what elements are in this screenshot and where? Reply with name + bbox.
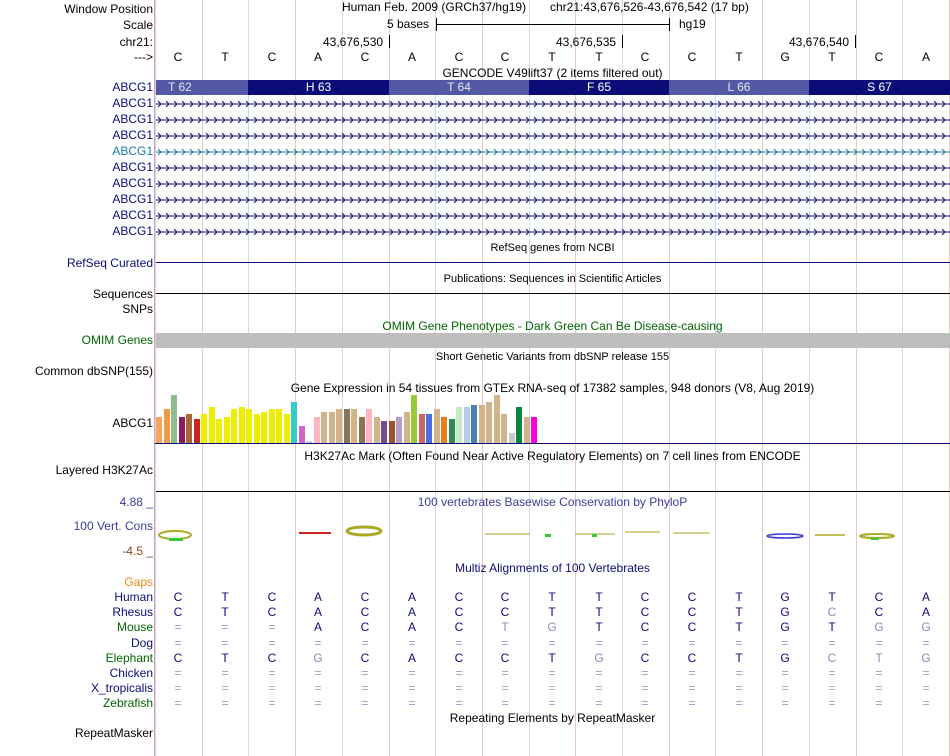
refseq-track-title: RefSeq genes from NCBI bbox=[490, 242, 615, 254]
phylop-label[interactable]: 100 Vert. Cons bbox=[73, 519, 153, 533]
gencode-item-label[interactable]: ABCG1 bbox=[112, 208, 153, 222]
alignment-base: = bbox=[361, 635, 369, 650]
alignment-base: T bbox=[735, 590, 743, 604]
alignment-base: G bbox=[547, 620, 557, 635]
alignment-base: A bbox=[407, 650, 416, 665]
gtex-tissue-bar[interactable] bbox=[449, 419, 455, 443]
gencode-transcript-line[interactable] bbox=[156, 178, 950, 190]
alignment-base: T bbox=[828, 590, 836, 604]
multiz-track-title: Multiz Alignments of 100 Vertebrates bbox=[455, 561, 650, 575]
phylop-min: -4.5 _ bbox=[122, 544, 153, 558]
alignment-base: = bbox=[735, 696, 743, 711]
alignment-base: = bbox=[595, 681, 603, 696]
gtex-tissue-bar[interactable] bbox=[201, 414, 207, 443]
scale-text: 5 bases bbox=[387, 17, 430, 31]
reference-base: C bbox=[454, 50, 464, 64]
species-label[interactable]: Dog bbox=[130, 635, 153, 650]
alignment-base: = bbox=[922, 635, 930, 650]
gtex-tissue-bar[interactable] bbox=[396, 417, 402, 443]
species-label[interactable]: Elephant bbox=[105, 650, 153, 665]
alignment-base: A bbox=[407, 620, 416, 635]
gtex-label[interactable]: ABCG1 bbox=[112, 416, 153, 430]
gtex-tissue-bar[interactable] bbox=[216, 419, 222, 443]
alignment-base: = bbox=[548, 681, 556, 696]
gtex-tissue-bar[interactable] bbox=[224, 417, 230, 443]
dbsnp-label[interactable]: Common dbSNP(155) bbox=[34, 364, 153, 378]
logo-glyph bbox=[545, 534, 551, 537]
gtex-tissue-bar[interactable] bbox=[344, 409, 350, 443]
coord-tick-label: 43,676,530 bbox=[323, 35, 384, 49]
phylop-max: 4.88 _ bbox=[119, 495, 153, 509]
gtex-tissue-bar[interactable] bbox=[231, 409, 237, 443]
gencode-transcript-line[interactable] bbox=[156, 114, 950, 126]
gtex-tissue-bar[interactable] bbox=[164, 409, 170, 443]
h3k27ac-track-title: H3K27Ac Mark (Often Found Near Active Regulatory Elements) on 7 cell lines from ENCODE bbox=[304, 449, 801, 463]
gencode-item-label[interactable]: ABCG1 bbox=[112, 144, 153, 158]
codon-block[interactable] bbox=[248, 80, 389, 95]
alignment-base: = bbox=[174, 681, 182, 696]
alignment-base: C bbox=[454, 620, 464, 635]
logo-glyph bbox=[159, 531, 191, 539]
alignment-base: = bbox=[875, 681, 883, 696]
alignment-base: T bbox=[735, 620, 743, 635]
gtex-tissue-bar[interactable] bbox=[411, 395, 417, 443]
omim-track-title: OMIM Gene Phenotypes - Dark Green Can Be Disease-causing bbox=[382, 319, 723, 333]
gtex-track-title: Gene Expression in 54 tissues from GTEx RNA-seq of 17382 samples, 948 donors (V8, Aug 2019) bbox=[290, 381, 815, 395]
gencode-item-label[interactable]: ABCG1 bbox=[112, 112, 153, 126]
gencode-item-label[interactable]: ABCG1 bbox=[112, 176, 153, 190]
alignment-base: = bbox=[314, 666, 322, 680]
alignment-base: = bbox=[875, 635, 883, 650]
coord-tick-label: 43,676,535 bbox=[556, 35, 617, 49]
codon-block[interactable] bbox=[529, 80, 669, 95]
alignment-base: A bbox=[313, 605, 322, 620]
alignment-base: C bbox=[687, 620, 697, 635]
alignment-base: = bbox=[828, 666, 836, 680]
alignment-base: = bbox=[408, 635, 416, 650]
gtex-tissue-bar[interactable] bbox=[171, 395, 177, 443]
alignment-base: G bbox=[780, 590, 790, 604]
alignment-base: C bbox=[267, 590, 277, 604]
alignment-base: C bbox=[827, 605, 837, 620]
phylop-logo[interactable] bbox=[155, 520, 950, 550]
gtex-tissue-bar[interactable] bbox=[509, 433, 515, 443]
gtex-tissue-bar[interactable] bbox=[441, 417, 447, 443]
reference-base: C bbox=[874, 50, 884, 64]
alignment-base: = bbox=[781, 666, 789, 680]
alignment-base: C bbox=[454, 605, 464, 620]
omim-label[interactable]: OMIM Genes bbox=[81, 333, 153, 347]
alignment-base: = bbox=[548, 696, 556, 711]
alignment-base: C bbox=[500, 590, 510, 604]
gencode-item-label[interactable]: ABCG1 bbox=[112, 96, 153, 110]
alignment-base: G bbox=[780, 605, 790, 620]
alignment-base: T bbox=[595, 590, 603, 604]
gtex-tissue-bar[interactable] bbox=[366, 409, 372, 443]
alignment-base: = bbox=[922, 681, 930, 696]
reference-base: A bbox=[407, 50, 416, 64]
alignment-base: = bbox=[641, 666, 649, 680]
alignment-base: = bbox=[408, 666, 416, 680]
alignment-base: C bbox=[454, 590, 464, 604]
alignment-base: = bbox=[735, 681, 743, 696]
alignment-base: = bbox=[828, 681, 836, 696]
alignment-base: = bbox=[548, 635, 556, 650]
alignment-base: = bbox=[221, 696, 229, 711]
alignment-base: T bbox=[595, 605, 603, 620]
omim-gene-bar[interactable] bbox=[156, 333, 950, 348]
alignment-base: = bbox=[641, 681, 649, 696]
alignment-base: C bbox=[874, 590, 884, 604]
reference-base: G bbox=[780, 50, 790, 64]
alignment-base: C bbox=[687, 590, 697, 604]
reference-base: C bbox=[173, 50, 183, 64]
alignment-base: = bbox=[361, 696, 369, 711]
alignment-base: = bbox=[781, 696, 789, 711]
alignment-base: = bbox=[174, 635, 182, 650]
alignment-base: G bbox=[594, 650, 604, 665]
gtex-tissue-bar[interactable] bbox=[284, 414, 290, 443]
alignment-base: = bbox=[174, 666, 182, 680]
alignment-base: A bbox=[921, 590, 930, 604]
reference-base: C bbox=[687, 50, 697, 64]
alignment-base: C bbox=[500, 605, 510, 620]
alignment-base: C bbox=[454, 650, 464, 665]
alignment-base: = bbox=[268, 696, 276, 711]
alignment-base: = bbox=[361, 666, 369, 680]
coord-tick bbox=[389, 35, 390, 48]
alignment-base: A bbox=[313, 620, 322, 635]
codon-label: T 62 bbox=[168, 80, 192, 94]
reference-base: T bbox=[548, 50, 556, 64]
gtex-tissue-bar[interactable] bbox=[456, 407, 462, 443]
reference-base: T bbox=[221, 50, 229, 64]
alignment-base: G bbox=[921, 650, 931, 665]
alignment-base: C bbox=[827, 650, 837, 665]
codon-block[interactable] bbox=[669, 80, 809, 95]
reference-base: T bbox=[735, 50, 743, 64]
scale-label: Scale bbox=[122, 18, 153, 32]
alignment-base: = bbox=[781, 681, 789, 696]
gtex-tissue-bar[interactable] bbox=[419, 414, 425, 443]
alignment-base: = bbox=[314, 635, 322, 650]
gtex-tissue-bar[interactable] bbox=[329, 412, 335, 443]
alignment-base: = bbox=[548, 666, 556, 680]
reference-base: T bbox=[595, 50, 603, 64]
gtex-tissue-bar[interactable] bbox=[471, 405, 477, 443]
gtex-tissue-bar[interactable] bbox=[501, 414, 507, 443]
phylop-track-title: 100 vertebrates Basewise Conservation by PhyloP bbox=[417, 495, 688, 509]
alignment-base: = bbox=[268, 635, 276, 650]
gencode-transcript-line[interactable] bbox=[156, 146, 950, 158]
gtex-tissue-bar[interactable] bbox=[291, 402, 297, 443]
gtex-tissue-bar[interactable] bbox=[269, 409, 275, 443]
alignment-base: G bbox=[780, 620, 790, 635]
snps-label[interactable]: SNPs bbox=[122, 302, 153, 316]
alignment-base: = bbox=[221, 681, 229, 696]
gtex-tissue-bar[interactable] bbox=[516, 407, 522, 443]
gtex-tissue-bar[interactable] bbox=[464, 407, 470, 443]
alignment-base: = bbox=[735, 635, 743, 650]
gtex-tissue-bar[interactable] bbox=[239, 407, 245, 443]
codon-label: L 66 bbox=[727, 80, 751, 94]
alignment-base: C bbox=[173, 650, 183, 665]
codon-label: S 67 bbox=[867, 80, 892, 94]
gaps-label[interactable]: Gaps bbox=[124, 575, 153, 589]
alignment-base: T bbox=[875, 650, 883, 665]
alignment-base: T bbox=[221, 650, 229, 665]
alignment-base: C bbox=[360, 620, 370, 635]
alignment-base: T bbox=[548, 650, 556, 665]
alignment-base: = bbox=[875, 666, 883, 680]
alignment-base: C bbox=[640, 590, 650, 604]
gtex-tissue-bar[interactable] bbox=[209, 407, 215, 443]
alignment-base: = bbox=[314, 681, 322, 696]
codon-block[interactable] bbox=[156, 80, 248, 95]
assembly-title: Human Feb. 2009 (GRCh37/hg19) bbox=[342, 0, 527, 14]
alignment-base: = bbox=[828, 696, 836, 711]
alignment-base: = bbox=[314, 696, 322, 711]
gtex-tissue-bar[interactable] bbox=[531, 417, 537, 443]
alignment-base: = bbox=[174, 696, 182, 711]
alignment-base: C bbox=[500, 650, 510, 665]
reference-base: C bbox=[640, 50, 650, 64]
gtex-tissue-bar[interactable] bbox=[276, 409, 282, 443]
alignment-base: = bbox=[688, 635, 696, 650]
gencode-item-label[interactable]: ABCG1 bbox=[112, 224, 153, 238]
species-label[interactable]: Chicken bbox=[109, 666, 153, 680]
gencode-item-label[interactable]: ABCG1 bbox=[112, 128, 153, 142]
alignment-base: = bbox=[221, 635, 229, 650]
codon-block[interactable] bbox=[389, 80, 529, 95]
gencode-transcript-line[interactable] bbox=[156, 130, 950, 142]
alignment-base: C bbox=[360, 650, 370, 665]
alignment-base: = bbox=[735, 666, 743, 680]
gencode-transcript-line[interactable] bbox=[156, 210, 950, 222]
reference-base: T bbox=[828, 50, 836, 64]
gtex-tissue-bar[interactable] bbox=[186, 414, 192, 443]
alignment-base: = bbox=[688, 696, 696, 711]
alignment-base: C bbox=[874, 605, 884, 620]
gencode-item-label[interactable]: ABCG1 bbox=[112, 192, 153, 206]
gtex-tissue-bar[interactable] bbox=[336, 409, 342, 443]
gencode-transcript-line[interactable] bbox=[156, 98, 950, 110]
alignment-base: C bbox=[360, 605, 370, 620]
alignment-base: A bbox=[921, 605, 930, 620]
gtex-tissue-bar[interactable] bbox=[351, 409, 357, 443]
gtex-tissue-bar[interactable] bbox=[246, 409, 252, 443]
gtex-tissue-bar[interactable] bbox=[261, 412, 267, 443]
refseq-gene-line[interactable] bbox=[156, 262, 950, 263]
alignment-base: = bbox=[922, 666, 930, 680]
alignment-base: C bbox=[173, 605, 183, 620]
logo-glyph bbox=[871, 538, 879, 540]
species-label[interactable]: Rhesus bbox=[112, 605, 153, 620]
species-label[interactable]: Mouse bbox=[116, 620, 153, 635]
alignment-base: = bbox=[875, 696, 883, 711]
alignment-base: = bbox=[455, 681, 463, 696]
alignment-base: A bbox=[313, 590, 322, 604]
alignment-base: = bbox=[501, 666, 509, 680]
logo-glyph bbox=[169, 538, 183, 541]
alignment-base: T bbox=[548, 605, 556, 620]
alignment-base: C bbox=[267, 650, 277, 665]
alignment-base: = bbox=[501, 696, 509, 711]
alignment-base: = bbox=[455, 666, 463, 680]
db-label: hg19 bbox=[679, 17, 706, 31]
gtex-tissue-bar[interactable] bbox=[389, 421, 395, 443]
alignment-base: C bbox=[173, 590, 183, 604]
alignment-base: T bbox=[595, 620, 603, 635]
gencode-track-title: GENCODE V49lift37 (2 items filtered out) bbox=[442, 66, 663, 80]
label-separator bbox=[154, 0, 155, 756]
alignment-base: T bbox=[735, 605, 743, 620]
reference-base: C bbox=[360, 50, 370, 64]
h3k27ac-baseline bbox=[156, 491, 950, 492]
repeatmasker-label[interactable]: RepeatMasker bbox=[74, 726, 153, 740]
alignment-base: = bbox=[688, 681, 696, 696]
alignment-base: = bbox=[595, 696, 603, 711]
gtex-tissue-bar[interactable] bbox=[381, 421, 387, 443]
reference-base: C bbox=[267, 50, 277, 64]
coord-tick bbox=[855, 35, 856, 48]
alignment-base: = bbox=[174, 620, 182, 635]
repeat-track-title: Repeating Elements by RepeatMasker bbox=[449, 711, 656, 725]
gencode-transcript-line[interactable] bbox=[156, 226, 950, 238]
alignment-base: G bbox=[921, 620, 931, 635]
alignment-base: C bbox=[687, 605, 697, 620]
alignment-base: T bbox=[501, 620, 509, 635]
position-readout: chr21:43,676,526-43,676,542 (17 bp) bbox=[550, 0, 749, 14]
species-label[interactable]: Human bbox=[114, 590, 153, 604]
alignment-base: = bbox=[828, 635, 836, 650]
alignment-base: = bbox=[688, 666, 696, 680]
gtex-tissue-bar[interactable] bbox=[321, 412, 327, 443]
gtex-tissue-bar[interactable] bbox=[314, 417, 320, 443]
alignment-base: = bbox=[781, 635, 789, 650]
reference-base: C bbox=[500, 50, 510, 64]
alignment-base: C bbox=[687, 650, 697, 665]
species-label[interactable]: Zebrafish bbox=[102, 696, 153, 711]
alignment-base: C bbox=[640, 620, 650, 635]
alignment-base: = bbox=[455, 635, 463, 650]
gtex-tissue-bar[interactable] bbox=[404, 412, 410, 443]
gtex-tissue-bar[interactable] bbox=[359, 417, 365, 443]
alignment-base: = bbox=[595, 635, 603, 650]
alignment-base: = bbox=[268, 620, 276, 635]
gtex-tissue-bar[interactable] bbox=[299, 426, 305, 443]
window-position-label: Window Position bbox=[64, 2, 153, 16]
alignment-base: A bbox=[407, 590, 416, 604]
species-label[interactable]: X_tropicalis bbox=[90, 681, 153, 696]
coord-tick-label: 43,676,540 bbox=[789, 35, 850, 49]
alignment-base: T bbox=[735, 650, 743, 665]
alignment-base: = bbox=[361, 681, 369, 696]
logo-glyph bbox=[860, 534, 894, 538]
gtex-tissue-bar[interactable] bbox=[156, 417, 162, 443]
alignment-base: T bbox=[221, 605, 229, 620]
gtex-tissue-bar[interactable] bbox=[524, 417, 530, 443]
sequences-line[interactable] bbox=[156, 293, 950, 294]
alignment-base: T bbox=[828, 620, 836, 635]
alignment-base: = bbox=[221, 620, 229, 635]
alignment-base: = bbox=[501, 635, 509, 650]
codon-block[interactable] bbox=[809, 80, 950, 95]
alignment-base: = bbox=[268, 681, 276, 696]
scale-bar bbox=[436, 24, 670, 25]
codon-label: H 63 bbox=[305, 80, 332, 94]
alignment-base: = bbox=[641, 635, 649, 650]
alignment-base: = bbox=[641, 696, 649, 711]
logo-glyph bbox=[347, 527, 381, 535]
logo-glyph bbox=[767, 534, 803, 538]
gtex-tissue-bar[interactable] bbox=[479, 405, 485, 443]
alignment-base: = bbox=[268, 666, 276, 680]
alignment-base: = bbox=[408, 681, 416, 696]
gtex-baseline bbox=[155, 443, 950, 444]
h3k27ac-label[interactable]: Layered H3K27Ac bbox=[55, 463, 153, 477]
reference-base: A bbox=[921, 50, 930, 64]
gtex-tissue-bar[interactable] bbox=[194, 419, 200, 443]
gencode-item-label[interactable]: ABCG1 bbox=[112, 160, 153, 174]
alignment-base: G bbox=[313, 650, 323, 665]
gencode-item-label[interactable]: ABCG1 bbox=[112, 80, 153, 94]
alignment-base: = bbox=[501, 681, 509, 696]
alignment-base: C bbox=[360, 590, 370, 604]
chrom-label: chr21: bbox=[119, 35, 153, 49]
alignment-base: = bbox=[221, 666, 229, 680]
dbsnp-track-title: Short Genetic Variants from dbSNP release 155 bbox=[435, 351, 670, 363]
scale-bar-right-tick bbox=[669, 18, 670, 31]
alignment-base: C bbox=[640, 605, 650, 620]
codon-label: F 65 bbox=[586, 80, 611, 94]
alignment-base: = bbox=[595, 666, 603, 680]
alignment-base: = bbox=[408, 696, 416, 711]
alignment-base: A bbox=[407, 605, 416, 620]
strand-arrow-label: ---> bbox=[134, 50, 153, 64]
alignment-base: G bbox=[874, 620, 884, 635]
alignment-base: C bbox=[267, 605, 277, 620]
gtex-tissue-bar[interactable] bbox=[434, 409, 440, 443]
alignment-base: = bbox=[922, 696, 930, 711]
codon-label: T 64 bbox=[447, 80, 471, 94]
gtex-tissue-bar[interactable] bbox=[426, 414, 432, 443]
gtex-tissue-bar[interactable] bbox=[486, 402, 492, 443]
coord-tick bbox=[622, 35, 623, 48]
alignment-base: = bbox=[455, 696, 463, 711]
alignment-base: G bbox=[780, 650, 790, 665]
gencode-transcript-line[interactable] bbox=[156, 162, 950, 174]
alignment-base: C bbox=[640, 650, 650, 665]
alignment-base: T bbox=[221, 590, 229, 604]
gtex-tissue-bar[interactable] bbox=[179, 417, 185, 443]
gtex-tissue-bar[interactable] bbox=[374, 417, 380, 443]
logo-glyph bbox=[592, 534, 597, 537]
reference-base: A bbox=[313, 50, 322, 64]
gtex-tissue-bar[interactable] bbox=[254, 414, 260, 443]
sequences-label[interactable]: Sequences bbox=[92, 287, 153, 301]
refseq-label[interactable]: RefSeq Curated bbox=[66, 256, 153, 270]
gencode-transcript-line[interactable] bbox=[156, 194, 950, 206]
alignment-base: T bbox=[548, 590, 556, 604]
pubs-track-title: Publications: Sequences in Scientific Articles bbox=[443, 273, 662, 285]
gtex-tissue-bar[interactable] bbox=[494, 395, 500, 443]
